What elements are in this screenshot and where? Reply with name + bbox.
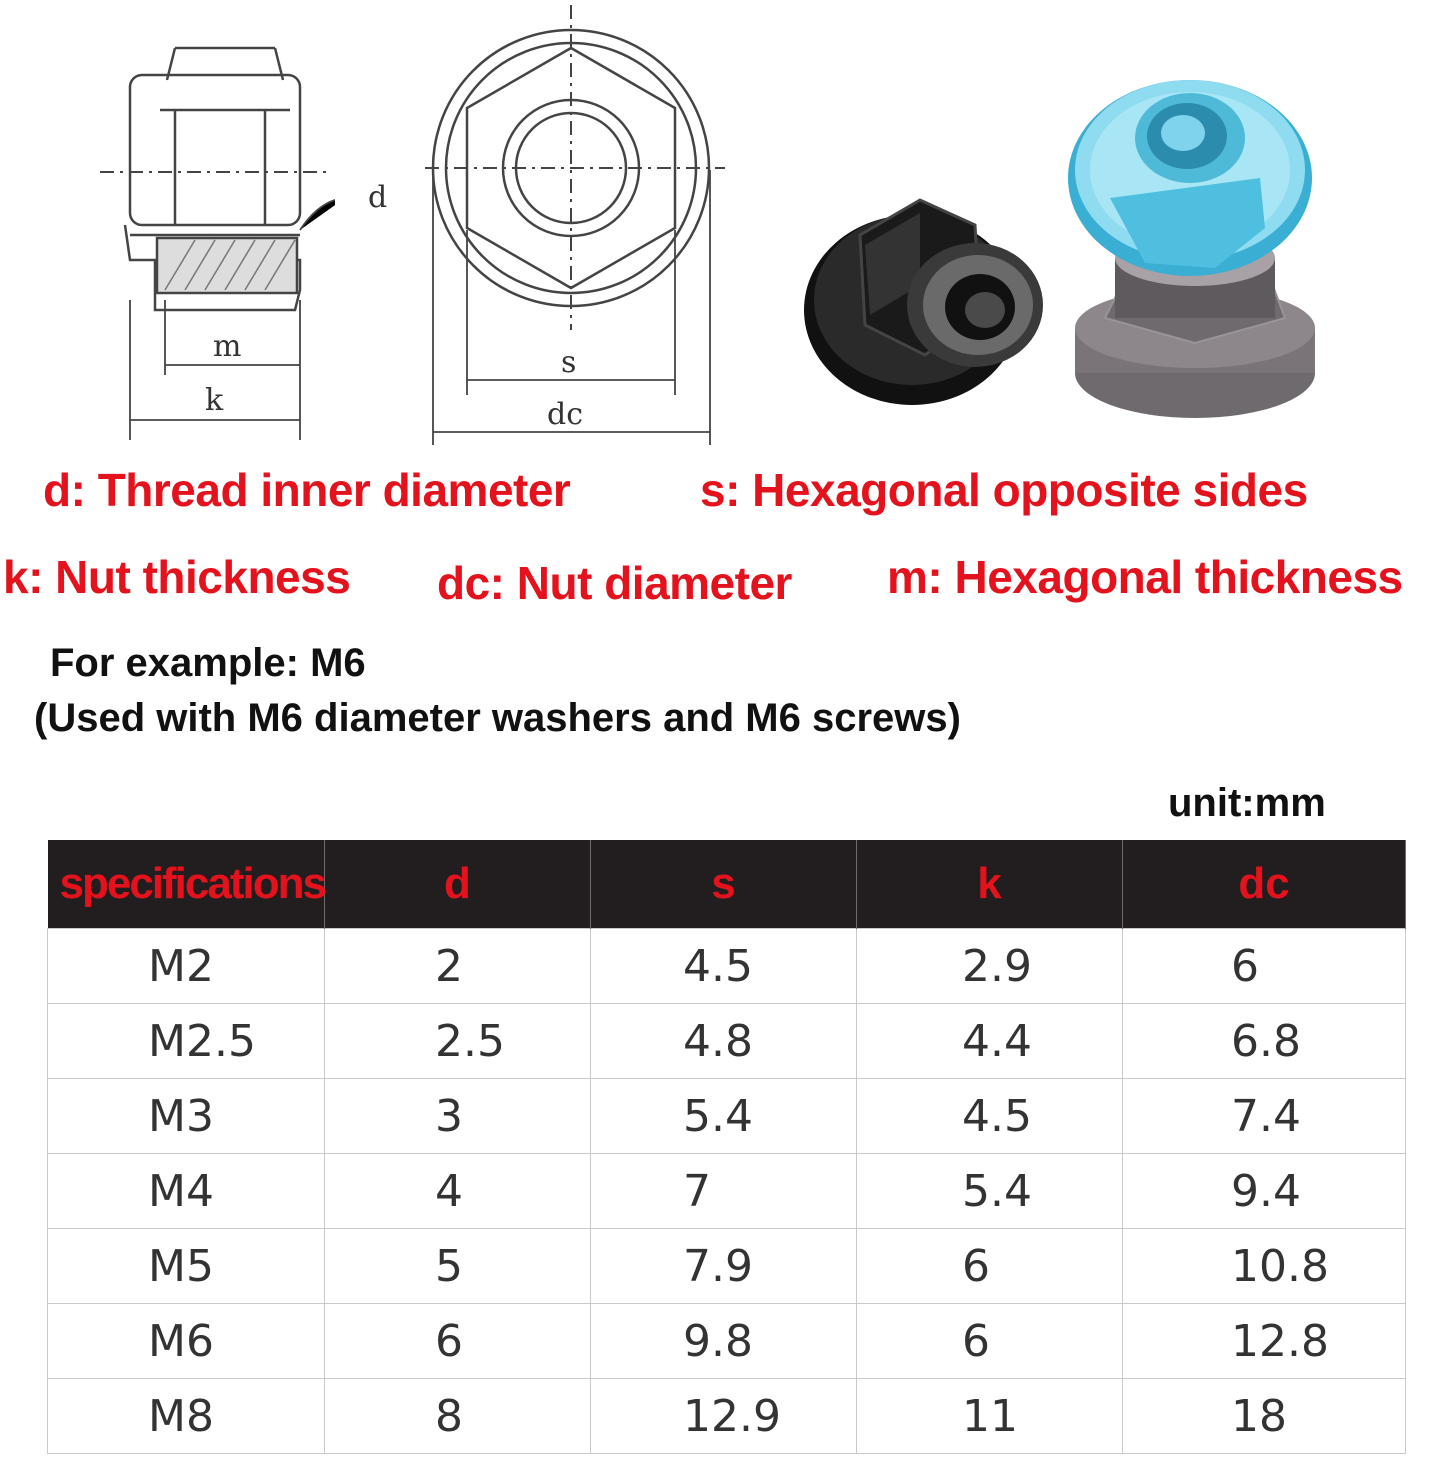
cell-dc: 6.8	[1123, 1004, 1406, 1079]
cell-dc: 9.4	[1123, 1154, 1406, 1229]
header-k: k	[857, 840, 1123, 929]
cell-d: 5	[325, 1229, 591, 1304]
cell-spec: M3	[48, 1079, 325, 1154]
cell-s: 4.8	[591, 1004, 857, 1079]
cell-d: 4	[325, 1154, 591, 1229]
cell-dc: 10.8	[1123, 1229, 1406, 1304]
m-dimension-label: m	[213, 329, 242, 364]
header-specifications: specifications	[48, 840, 325, 929]
table-row	[48, 1079, 1406, 1154]
k-dimension-label: k	[205, 383, 224, 418]
legend-dc: dc: Nut diameter	[437, 557, 792, 609]
cell-spec: M5	[48, 1229, 325, 1304]
black-nylon-flange-nut-image	[800, 165, 1080, 425]
table-header-row	[48, 840, 1406, 929]
table-row	[48, 1229, 1406, 1304]
cell-s: 7.9	[591, 1229, 857, 1304]
cell-d: 6	[325, 1304, 591, 1379]
unit-label: unit:mm	[1168, 781, 1326, 825]
legend-k: k: Nut thickness	[3, 551, 351, 603]
header-dc: dc	[1123, 840, 1406, 929]
top-view-drawing	[425, 0, 725, 445]
example-line-1: For example: M6	[50, 641, 366, 685]
cell-s: 5.4	[591, 1079, 857, 1154]
legend-s: s: Hexagonal opposite sides	[700, 464, 1308, 516]
cell-dc: 18	[1123, 1379, 1406, 1454]
table-row	[48, 1004, 1406, 1079]
cell-spec: M2	[48, 929, 325, 1004]
cell-d: 3	[325, 1079, 591, 1154]
table-row	[48, 1379, 1406, 1454]
table-row	[48, 929, 1406, 1004]
cell-spec: M4	[48, 1154, 325, 1229]
legend-m: m: Hexagonal thickness	[887, 551, 1403, 603]
cell-s: 9.8	[591, 1304, 857, 1379]
cell-spec: M6	[48, 1304, 325, 1379]
blue-and-titanium-flange-nut-image	[1065, 78, 1325, 428]
cell-d: 2	[325, 929, 591, 1004]
cell-spec: M8	[48, 1379, 325, 1454]
cell-k: 6	[857, 1304, 1123, 1379]
cell-k: 4.4	[857, 1004, 1123, 1079]
cell-s: 12.9	[591, 1379, 857, 1454]
cell-d: 2.5	[325, 1004, 591, 1079]
header-s: s	[591, 840, 857, 929]
table-row	[48, 1304, 1406, 1379]
cell-spec: M2.5	[48, 1004, 325, 1079]
example-line-2: (Used with M6 diameter washers and M6 screws)	[34, 696, 961, 740]
cell-k: 5.4	[857, 1154, 1123, 1229]
header-d: d	[325, 840, 591, 929]
s-dimension-label: s	[561, 345, 577, 380]
d-dimension-label: d	[368, 180, 388, 215]
cell-k: 6	[857, 1229, 1123, 1304]
cell-k: 2.9	[857, 929, 1123, 1004]
table-row	[48, 1154, 1406, 1229]
cell-dc: 6	[1123, 929, 1406, 1004]
cell-s: 7	[591, 1154, 857, 1229]
cell-d: 8	[325, 1379, 591, 1454]
specifications-table	[47, 840, 1406, 1454]
cell-k: 4.5	[857, 1079, 1123, 1154]
side-view-drawing	[95, 0, 335, 445]
dc-dimension-label: dc	[547, 397, 584, 432]
cell-s: 4.5	[591, 929, 857, 1004]
cell-dc: 12.8	[1123, 1304, 1406, 1379]
cell-k: 11	[857, 1379, 1123, 1454]
cell-dc: 7.4	[1123, 1079, 1406, 1154]
legend-d: d: Thread inner diameter	[43, 464, 571, 516]
